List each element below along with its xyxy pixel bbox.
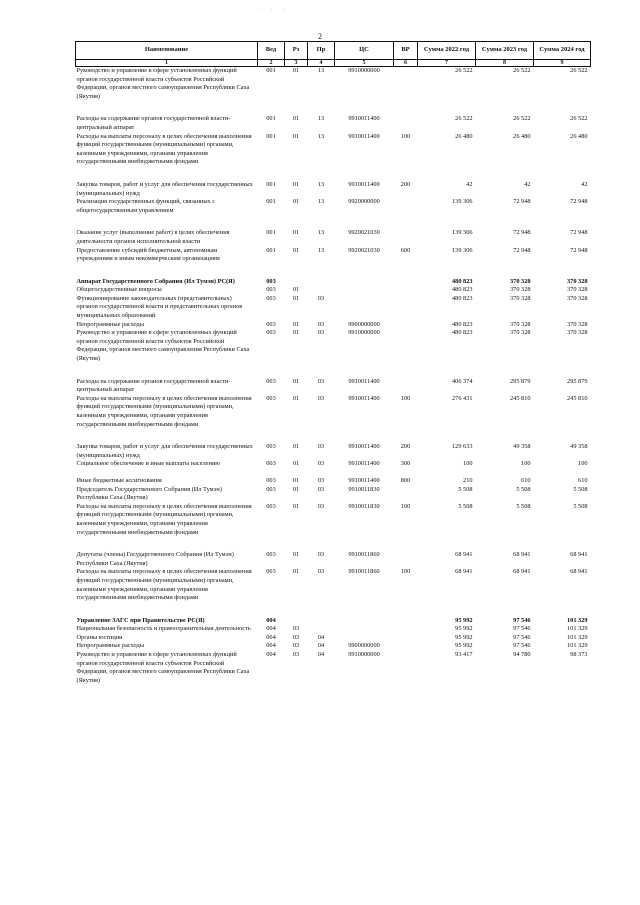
- cell-sum-2024: 72 948: [570, 246, 588, 254]
- cell-vr: 800: [400, 476, 411, 484]
- cell-sum-2024: 370 328: [567, 277, 588, 285]
- table-row: [76, 551, 591, 568]
- cell-sum-2024: 42: [581, 180, 588, 188]
- cell-vr: [394, 278, 418, 287]
- cell-cs: [335, 286, 394, 295]
- index-row: [76, 60, 591, 67]
- cell-sum-2023: 72 948: [513, 246, 531, 254]
- cell-sum-2022: 93 417: [455, 651, 473, 659]
- index-cell: 4: [308, 60, 335, 67]
- cell-vr: [394, 115, 418, 132]
- cell-name: Депутаты (члены) Государственного Собрания (Ил Тумэн) Республики Саха (Якутия): [76, 551, 234, 567]
- cell-sum-2022: 68 941: [455, 551, 473, 559]
- cell-pr: 03: [317, 460, 325, 468]
- cell-rz: 01: [292, 329, 300, 337]
- table-row: [76, 321, 591, 330]
- cell-name: Расходы на содержание органов государственной власти- центральный аппарат: [76, 377, 231, 394]
- index-cell: 5: [335, 60, 394, 67]
- cell-pr: [308, 286, 335, 295]
- cell-sum-2024: 5 508: [573, 485, 588, 493]
- cell-vr: [394, 642, 418, 651]
- cell-sum-2024: 245 810: [567, 394, 588, 402]
- cell-pr: 13: [317, 246, 325, 254]
- cell-rz: 01: [292, 394, 300, 402]
- cell-vr: [394, 198, 418, 229]
- col-header-sum-2024: Сумма 2024 год: [534, 42, 591, 60]
- cell-name: Закупка товаров, работ и услуг для обеспечения государственных (муниципальных) нужд: [76, 443, 253, 459]
- table-body: [76, 67, 591, 686]
- cell-sum-2024: 101 329: [567, 633, 588, 641]
- cell-sum-2024: 610: [578, 476, 588, 484]
- table-row: [76, 460, 591, 477]
- cell-pr: 13: [317, 229, 325, 237]
- table-row: [76, 651, 591, 685]
- cell-name: Функционирование законодательных (представительных) органов государственной власти и представительных органов муниципальных образований: [76, 294, 243, 320]
- cell-ved: 001: [266, 180, 276, 188]
- cell-rz: [285, 617, 308, 626]
- cell-sum-2023: 370 328: [510, 320, 531, 328]
- cell-vr: 200: [400, 443, 411, 451]
- cell-name: Органы юстиции: [76, 633, 123, 641]
- cell-sum-2023: 97 546: [513, 616, 531, 624]
- index-cell: 8: [476, 60, 534, 67]
- cell-cs: [335, 634, 394, 643]
- table-row: [76, 625, 591, 634]
- cell-pr: 04: [317, 651, 325, 659]
- cell-sum-2023: 72 948: [513, 229, 531, 237]
- cell-sum-2024: 101 329: [567, 642, 588, 650]
- cell-ved: 001: [266, 198, 276, 206]
- cell-ved: 001: [266, 67, 276, 74]
- cell-name: Руководство и управление в сфере установленных функций органов государственной власти субъектов Российской Федерации, органов местного самоуправления Республики Саха (Якутия): [76, 651, 250, 684]
- cell-sum-2024: 370 328: [567, 286, 588, 294]
- cell-ved: 003: [266, 568, 276, 576]
- cell-sum-2024: 101 329: [567, 616, 588, 624]
- cell-sum-2023: 26 522: [513, 115, 531, 123]
- col-header-pr: Пр: [308, 42, 335, 60]
- cell-name: Национальная безопасность и правоохранительная деятельность: [76, 625, 251, 633]
- table-row: [76, 329, 591, 377]
- cell-sum-2024: 68 941: [570, 568, 588, 576]
- cell-sum-2022: 139 306: [452, 229, 473, 237]
- cell-ved: 003: [266, 485, 276, 493]
- cell-cs: [335, 278, 394, 287]
- cell-pr: 03: [317, 476, 325, 484]
- table-row: [76, 568, 591, 616]
- cell-rz: 01: [292, 485, 300, 493]
- cell-ved: 003: [266, 460, 276, 468]
- cell-rz: 01: [292, 551, 300, 559]
- cell-pr: 03: [317, 294, 325, 302]
- table-row: [76, 503, 591, 551]
- cell-sum-2024: 72 948: [570, 229, 588, 237]
- table-row: [76, 229, 591, 246]
- cell-rz: 01: [292, 115, 300, 123]
- cell-sum-2024: 26 522: [570, 67, 588, 74]
- cell-name: Непрограммные расходы: [76, 642, 144, 650]
- index-cell: 1: [76, 60, 258, 67]
- cell-rz: 01: [292, 377, 300, 385]
- cell-vr: 100: [400, 394, 411, 402]
- cell-sum-2023: 245 810: [510, 394, 531, 402]
- cell-sum-2023: 68 941: [513, 551, 531, 559]
- cell-sum-2022: 5 508: [458, 502, 473, 510]
- table-row: [76, 181, 591, 198]
- index-cell: 9: [534, 60, 591, 67]
- cell-cs: 9900000000: [348, 320, 380, 328]
- cell-rz: 01: [292, 476, 300, 484]
- cell-cs: [335, 295, 394, 321]
- cell-ved: 004: [266, 616, 276, 624]
- cell-cs: 9910011860: [348, 551, 380, 559]
- cell-pr: [308, 625, 335, 634]
- cell-rz: 01: [292, 443, 300, 451]
- cell-rz: [285, 278, 308, 287]
- table-row: [76, 477, 591, 486]
- cell-cs: [335, 625, 394, 634]
- cell-ved: 003: [266, 329, 276, 337]
- table-row: [76, 67, 591, 116]
- cell-name: Расходы на выплаты персоналу в целях обеспечения выполнения функций государственными (муниципальными) органами, казенными учреждениями, органами управления государственными внебюджетными фондами: [76, 394, 252, 428]
- cell-sum-2023: 370 328: [510, 277, 531, 285]
- cell-cs: 9910011400: [348, 377, 380, 385]
- table-row: [76, 247, 591, 278]
- cell-name: Реализация государственных функций, связанных с общегосударственным управлением: [76, 198, 216, 214]
- cell-vr: [394, 651, 418, 685]
- cell-name: Руководство и управление в сфере установленных функций органов государственной власти субъектов Российской Федерации, органов местного самоуправления Республики Саха (Якутия): [76, 67, 250, 100]
- cell-pr: 03: [317, 320, 325, 328]
- cell-cs: 9900000000: [348, 642, 380, 650]
- cell-sum-2022: 95 992: [455, 633, 473, 641]
- cell-sum-2023: 42: [524, 180, 531, 188]
- cell-pr: 03: [317, 329, 325, 337]
- cell-vr: [394, 229, 418, 246]
- cell-sum-2023: 94 780: [513, 651, 531, 659]
- scan-marks: · · ·: [258, 8, 291, 13]
- table-row: [76, 642, 591, 651]
- cell-sum-2022: 26 522: [455, 115, 473, 123]
- cell-rz: 01: [292, 286, 300, 294]
- cell-sum-2023: 72 948: [513, 198, 531, 206]
- cell-sum-2024: 68 941: [570, 551, 588, 559]
- cell-ved: 001: [266, 115, 276, 123]
- cell-sum-2024: 100: [578, 460, 588, 468]
- cell-vr: 100: [400, 568, 411, 576]
- index-cell: 7: [418, 60, 476, 67]
- cell-vr: [394, 286, 418, 295]
- cell-ved: 003: [266, 394, 276, 402]
- table-row: [76, 486, 591, 503]
- cell-vr: [394, 67, 418, 116]
- cell-name: Социальное обеспечение и иные выплаты населению: [76, 460, 220, 468]
- cell-sum-2024: 101 329: [567, 625, 588, 633]
- cell-ved: 004: [266, 625, 276, 633]
- col-header-name: Наименование: [76, 42, 258, 60]
- cell-vr: [394, 329, 418, 377]
- cell-sum-2022: 5 508: [458, 485, 473, 493]
- cell-sum-2023: 97 546: [513, 625, 531, 633]
- cell-pr: [308, 617, 335, 626]
- cell-sum-2022: 139 306: [452, 246, 473, 254]
- cell-sum-2024: 370 328: [567, 329, 588, 337]
- cell-sum-2023: 100: [521, 460, 531, 468]
- cell-rz: 01: [292, 460, 300, 468]
- cell-sum-2022: 68 941: [455, 568, 473, 576]
- cell-pr: 03: [317, 394, 325, 402]
- cell-sum-2023: 370 328: [510, 329, 531, 337]
- header-row: [76, 42, 591, 60]
- cell-sum-2023: 5 508: [516, 485, 531, 493]
- cell-name: Председатель Государственного Собрания (Ил Тумэн) Республики Саха (Якутия): [76, 485, 222, 502]
- col-header-sum-2022: Сумма 2022 год: [418, 42, 476, 60]
- col-header-rz: Рз: [285, 42, 308, 60]
- cell-sum-2022: 480 823: [452, 320, 473, 328]
- cell-sum-2022: 406 374: [452, 377, 473, 385]
- cell-vr: [394, 378, 418, 395]
- cell-name: Руководство и управление в сфере установленных функций органов государственной власти субъектов Российской Федерации, органов местного самоуправления Республики Саха (Якутия): [76, 329, 250, 363]
- col-header-vr: ВР: [394, 42, 418, 60]
- cell-pr: 04: [317, 642, 325, 650]
- cell-cs: 9910000000: [348, 329, 380, 337]
- cell-ved: 003: [266, 277, 276, 285]
- cell-pr: 03: [317, 502, 325, 510]
- cell-name: Расходы на выплаты персоналу в целях обеспечения выполнения функций государственными (муниципальными) органами, казенными учреждениями, органами управления государственными внебюджетными фондами: [76, 568, 252, 602]
- cell-ved: 004: [266, 651, 276, 659]
- cell-sum-2023: 610: [521, 476, 531, 484]
- cell-rz: 03: [292, 642, 300, 650]
- cell-sum-2022: 480 823: [452, 294, 473, 302]
- cell-sum-2023: 370 328: [510, 286, 531, 294]
- col-header-sum-2023: Сумма 2023 год: [476, 42, 534, 60]
- cell-sum-2024: 26 522: [570, 115, 588, 123]
- cell-vr: 100: [400, 502, 411, 510]
- index-cell: 3: [285, 60, 308, 67]
- cell-cs: 9910011400: [348, 443, 380, 451]
- cell-sum-2022: 276 431: [452, 394, 473, 402]
- cell-ved: 003: [266, 476, 276, 484]
- table-row: [76, 443, 591, 460]
- cell-sum-2024: 26 480: [570, 132, 588, 140]
- index-cell: 6: [394, 60, 418, 67]
- cell-name: Оказание услуг (выполнение работ) в целях обеспечения деятельности органов исполнительной власти: [76, 229, 230, 245]
- cell-rz: 03: [292, 633, 300, 641]
- cell-sum-2022: 95 992: [455, 616, 473, 624]
- cell-rz: 03: [292, 651, 300, 659]
- cell-rz: 01: [292, 132, 300, 140]
- cell-sum-2022: 139 306: [452, 198, 473, 206]
- cell-sum-2023: 26 522: [513, 67, 531, 74]
- cell-ved: 003: [266, 320, 276, 328]
- cell-sum-2024: 49 358: [570, 443, 588, 451]
- cell-sum-2024: 295 879: [567, 377, 588, 385]
- cell-cs: 9910011400: [348, 394, 380, 402]
- budget-table: [75, 41, 591, 685]
- cell-sum-2022: 100: [463, 460, 473, 468]
- cell-sum-2023: 5 508: [516, 502, 531, 510]
- cell-sum-2024: 5 508: [573, 502, 588, 510]
- cell-pr: 03: [317, 377, 325, 385]
- table-row: [76, 295, 591, 321]
- cell-sum-2024: 370 328: [567, 294, 588, 302]
- cell-sum-2022: 26 522: [455, 67, 473, 74]
- cell-sum-2023: 26 480: [513, 132, 531, 140]
- cell-vr: [394, 321, 418, 330]
- table-row: [76, 115, 591, 132]
- page-number: 2: [318, 32, 322, 41]
- cell-rz: 01: [292, 67, 300, 74]
- cell-name: Аппарат Государственного Собрания (Ил Тумэн) РС(Я): [76, 277, 235, 285]
- cell-sum-2022: 480 823: [452, 286, 473, 294]
- cell-ved: 003: [266, 294, 276, 302]
- cell-rz: 01: [292, 180, 300, 188]
- cell-ved: 001: [266, 132, 276, 140]
- cell-sum-2022: 480 823: [452, 277, 473, 285]
- cell-cs: 9910011400: [348, 180, 380, 188]
- cell-cs: 9910011400: [348, 115, 380, 123]
- cell-pr: 13: [317, 67, 325, 74]
- cell-vr: 200: [400, 180, 411, 188]
- cell-pr: [308, 278, 335, 287]
- cell-ved: 003: [266, 443, 276, 451]
- cell-sum-2023: 295 879: [510, 377, 531, 385]
- cell-cs: 9920000000: [348, 198, 380, 206]
- cell-sum-2022: 129 633: [452, 443, 473, 451]
- cell-rz: 01: [292, 568, 300, 576]
- index-cell: 2: [258, 60, 285, 67]
- cell-pr: 13: [317, 132, 325, 140]
- cell-ved: 004: [266, 642, 276, 650]
- cell-cs: 9910000000: [348, 67, 380, 74]
- cell-sum-2023: 68 941: [513, 568, 531, 576]
- cell-ved: 003: [266, 551, 276, 559]
- cell-name: Предоставление субсидий бюджетным, автономным учреждениям и иным некоммерческим организациям: [76, 246, 220, 263]
- cell-ved: 001: [266, 246, 276, 254]
- cell-vr: [394, 617, 418, 626]
- table-row: [76, 378, 591, 395]
- cell-name: Иные бюджетные ассигнования: [76, 476, 162, 484]
- cell-name: Расходы на выплаты персоналу в целях обеспечения выполнения функций государственными (муниципальными) органами, казенными учреждениями, органами управления государственными внебюджетными фондами: [76, 132, 252, 166]
- cell-cs: 9910011830: [348, 485, 380, 493]
- cell-pr: 13: [317, 115, 325, 123]
- cell-vr: [394, 551, 418, 568]
- cell-rz: 01: [292, 502, 300, 510]
- cell-vr: [394, 295, 418, 321]
- table-row: [76, 133, 591, 181]
- cell-vr: [394, 634, 418, 643]
- cell-rz: 01: [292, 198, 300, 206]
- cell-cs: 9910011400: [348, 132, 380, 140]
- cell-sum-2023: 370 328: [510, 294, 531, 302]
- cell-cs: 9910011400: [348, 460, 380, 468]
- table-row: [76, 395, 591, 443]
- table-row: [76, 617, 591, 626]
- cell-pr: 04: [317, 633, 325, 641]
- cell-ved: 001: [266, 229, 276, 237]
- table-row: [76, 278, 591, 287]
- cell-name: Расходы на содержание органов государственной власти- центральный аппарат: [76, 115, 231, 131]
- cell-name: Закупка товаров, работ и услуг для обеспечения государственных (муниципальных) нужд: [76, 180, 253, 197]
- cell-pr: 03: [317, 568, 325, 576]
- cell-pr: 03: [317, 551, 325, 559]
- cell-pr: 13: [317, 180, 325, 188]
- cell-cs: 9910011400: [348, 476, 380, 484]
- cell-sum-2022: 42: [466, 180, 473, 188]
- cell-ved: 004: [266, 633, 276, 641]
- col-header-ved: Вед: [258, 42, 285, 60]
- cell-sum-2022: 95 992: [455, 642, 473, 650]
- cell-rz: 01: [292, 320, 300, 328]
- cell-sum-2022: 210: [463, 476, 473, 484]
- cell-vr: 600: [400, 246, 411, 254]
- cell-sum-2024: 98 373: [570, 651, 588, 659]
- cell-cs: 9910011830: [348, 502, 380, 510]
- cell-sum-2022: 480 823: [452, 329, 473, 337]
- cell-cs: 9910000000: [348, 651, 380, 659]
- cell-name: Непрограммные расходы: [76, 320, 144, 328]
- cell-cs: 9920021030: [348, 229, 380, 237]
- cell-sum-2022: 95 992: [455, 625, 473, 633]
- cell-pr: 13: [317, 198, 325, 206]
- cell-rz: 01: [292, 294, 300, 302]
- cell-rz: 01: [292, 246, 300, 254]
- cell-pr: 03: [317, 443, 325, 451]
- table-row: [76, 286, 591, 295]
- cell-name: Расходы на выплаты персоналу в целях обеспечения выполнения функций государственными (муниципальными) органами, казенными учреждениями, органами управления государственными внебюджетными фондами: [76, 502, 252, 536]
- table-row: [76, 634, 591, 643]
- cell-vr: 100: [400, 132, 411, 140]
- cell-rz: 03: [292, 625, 300, 633]
- cell-vr: [394, 486, 418, 503]
- cell-sum-2022: 26 480: [455, 132, 473, 140]
- cell-name: Общегосударственные вопросы: [76, 286, 162, 294]
- cell-cs: 9910011860: [348, 568, 380, 576]
- cell-name: Управление ЗАГС при Правительстве РС(Я): [76, 616, 205, 624]
- cell-cs: 9920021030: [348, 246, 380, 254]
- table-row: [76, 198, 591, 229]
- cell-vr: 300: [400, 460, 411, 468]
- cell-ved: 003: [266, 286, 276, 294]
- cell-sum-2024: 72 948: [570, 198, 588, 206]
- cell-vr: [394, 625, 418, 634]
- cell-ved: 003: [266, 377, 276, 385]
- cell-sum-2023: 97 546: [513, 633, 531, 641]
- cell-ved: 003: [266, 502, 276, 510]
- cell-rz: 01: [292, 229, 300, 237]
- cell-cs: [335, 617, 394, 626]
- cell-sum-2024: 370 328: [567, 320, 588, 328]
- cell-sum-2023: 49 358: [513, 443, 531, 451]
- col-header-cs: ЦС: [335, 42, 394, 60]
- cell-pr: 03: [317, 485, 325, 493]
- cell-sum-2023: 97 546: [513, 642, 531, 650]
